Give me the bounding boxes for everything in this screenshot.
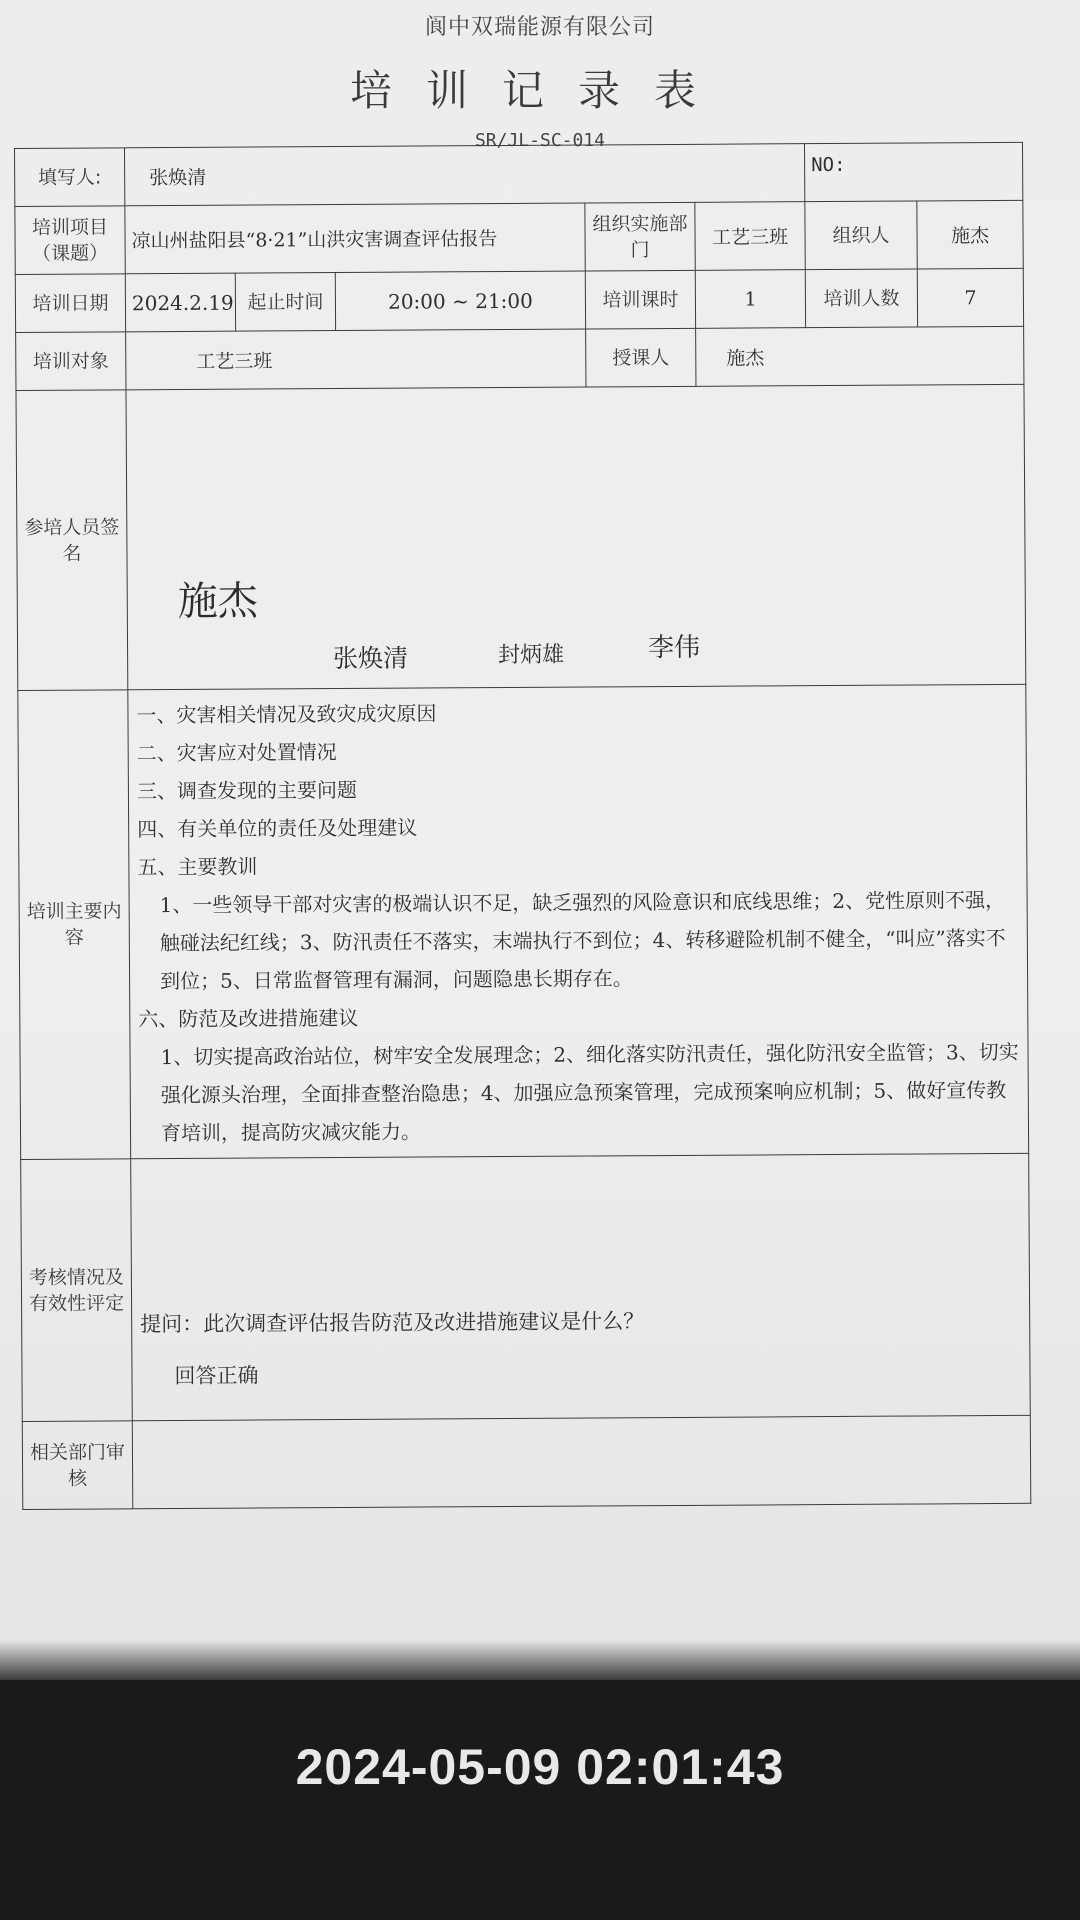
time-label: 起止时间	[235, 273, 335, 332]
assessment-area	[132, 1284, 1029, 1388]
signature-1: 施杰	[177, 578, 258, 625]
time-value: 20:00 ~ 21:00	[335, 271, 585, 331]
document-code: SR/JL-SC-014	[474, 130, 606, 151]
signature-area	[127, 534, 1024, 673]
organizer-value: 施杰	[917, 200, 1023, 269]
document-title: 培训记录表	[349, 66, 730, 115]
content-label: 培训主要内容	[18, 690, 131, 1160]
content-line: 1、一些领导干部对灾害的极端认识不足，缺乏强烈的风险意识和底线思维；2、党性原则不强，触碰法纪红线；3、防汛责任不落实，末端执行不到位；4、转移避险机制不健全，“叫应”落实不到位；5、日常监督管理有漏洞，问题隐患长期存在。	[159, 887, 1006, 994]
dept-label: 组织实施部 门	[585, 202, 695, 271]
review-value	[132, 1415, 1031, 1508]
project-value: 凉山州盐阳县“8·21”山洪灾害调查评估报告	[125, 203, 585, 274]
signature-4: 李伟	[647, 632, 701, 663]
signature-3: 封炳雄	[498, 642, 565, 668]
organizer-label: 组织人	[805, 201, 917, 270]
serial-no-label: NO:	[805, 142, 1023, 201]
content-line: 二、灾害应对处置情况	[136, 740, 337, 766]
signature-2: 张焕清	[333, 643, 409, 673]
assessment-cell	[131, 1153, 1031, 1420]
form-row-project	[15, 200, 1023, 274]
assessment-answer: 回答正确	[174, 1363, 259, 1388]
count-label: 培训人数	[805, 269, 917, 328]
content-line: 五、主要教训	[137, 854, 258, 880]
date-value: 2024.2.19	[125, 273, 235, 332]
photo-timestamp: 2024-05-09 02:01:43	[295, 1739, 785, 1795]
content-text	[134, 685, 1022, 1158]
content-line: 三、调查发现的主要问题	[136, 777, 358, 804]
filler-value: 张焕清	[125, 144, 805, 206]
form-row-signatures	[16, 384, 1026, 690]
form-row-content	[18, 684, 1029, 1159]
form-row-filler	[15, 142, 1023, 206]
paper-edge	[0, 1640, 1080, 1680]
content-line: 1、切实提高政治站位，树牢安全发展理念；2、细化落实防汛责任，强化防汛安全监管；3、切实强化源头治理，全面排查整治隐患；4、加强应急预案管理，完成预案响应机制；5、做好宣传教育培训，提高防灾减灾能力。	[160, 1039, 1019, 1146]
project-label: 培训项目（课题）	[15, 206, 125, 275]
content-line: 一、灾害相关情况及致灾成灾原因	[136, 701, 437, 728]
company-name: 阆中双瑞能源有限公司	[424, 15, 655, 40]
form-row-date	[15, 268, 1023, 332]
content-cell	[128, 684, 1029, 1158]
form-row-assessment	[21, 1153, 1031, 1421]
form-row-review	[22, 1415, 1031, 1509]
assessment-question: 提问：此次调查评估报告防范及改进措施建议是什么？	[140, 1308, 645, 1336]
teacher-label: 授课人	[586, 328, 696, 387]
content-line: 六、防范及改进措施建议	[138, 1005, 359, 1032]
dept-value: 工艺三班	[695, 202, 805, 271]
form-row-target	[16, 326, 1024, 390]
target-value: 工艺三班	[126, 329, 586, 390]
hours-label: 培训课时	[585, 270, 695, 329]
signature-cell	[126, 384, 1026, 689]
teacher-value: 施杰	[696, 326, 1024, 386]
hours-value: 1	[695, 270, 805, 329]
date-label: 培训日期	[15, 274, 125, 333]
target-label: 培训对象	[16, 332, 126, 391]
count-value: 7	[917, 268, 1023, 327]
content-line: 四、有关单位的责任及处理建议	[137, 815, 418, 842]
review-label: 相关部门审核	[22, 1421, 133, 1510]
filler-label: 填写人:	[15, 148, 125, 207]
signature-label: 参培人员签名	[16, 390, 128, 691]
assessment-label: 考核情况及有效性评定	[21, 1159, 133, 1422]
training-record-form	[14, 142, 1031, 1510]
